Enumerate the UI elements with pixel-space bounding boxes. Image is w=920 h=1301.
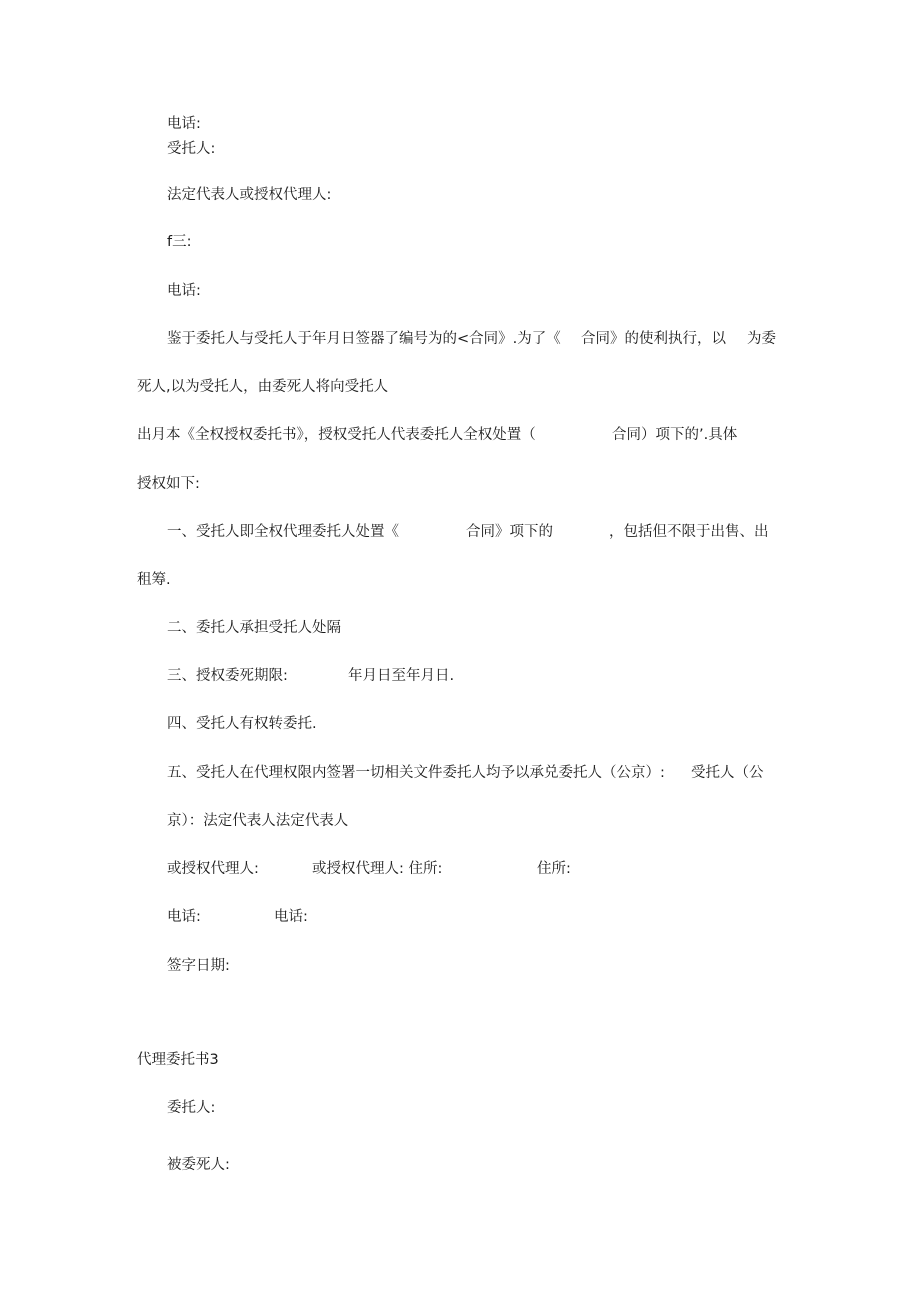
preamble-line1-b: 合同》的使利执行，以 bbox=[581, 331, 726, 347]
clause-5-a: 五、受托人在代理权限内签署一切相关文件委托人均予以承兑委托人（公京）: bbox=[167, 765, 665, 781]
agent-label-b: 或授权代理人: 住所: bbox=[312, 861, 443, 877]
phone-label-2: 电话: bbox=[167, 283, 201, 299]
legal-rep-label: 法定代表人或授权代理人: bbox=[167, 187, 332, 203]
garbled-label: f三: bbox=[167, 234, 192, 250]
clause-3-b: 年月日至年月日. bbox=[348, 668, 455, 684]
phone-label-a: 电话: bbox=[167, 909, 201, 925]
clause-1-c: ，包括但不限于出售、出 bbox=[609, 524, 769, 540]
clause-2: 二、委托人承担受托人处隔 bbox=[167, 620, 341, 636]
preamble-line3-a: 出月本《全权授权委托书》，授权受托人代表委托人全权处置（ bbox=[137, 427, 536, 443]
preamble-line1-c: 为委 bbox=[747, 331, 776, 347]
section-title: 代理委托书3 bbox=[137, 1052, 219, 1068]
preamble-line2: 死人,以为受托人，由委死人将向受托人 bbox=[137, 379, 389, 395]
phone-label-b: 电话: bbox=[274, 909, 308, 925]
principal-label: 委托人: bbox=[167, 1100, 216, 1116]
clause-3-a: 三、授权委死期限: bbox=[167, 668, 288, 684]
trustee-label: 受托人: bbox=[167, 141, 216, 157]
preamble-line1-a: 鉴于委托人与受托人于年月日签器了编号为的<合同》.为了《 bbox=[167, 331, 561, 347]
agent-label: 被委死人: bbox=[167, 1157, 230, 1173]
preamble-line3-b: 合同）项下的’.具体 bbox=[612, 427, 738, 443]
sign-date-label: 签字日期: bbox=[167, 958, 230, 974]
clause-1-b: 合同》项下的 bbox=[466, 524, 553, 540]
agent-label-a: 或授权代理人: bbox=[167, 861, 259, 877]
clause-1-d: 租筹. bbox=[137, 572, 171, 588]
clause-1-a: 一、受托人即全权代理委托人处置《 bbox=[167, 524, 399, 540]
clause-4: 四、受托人有权转委托. bbox=[167, 716, 317, 732]
address-label: 住所: bbox=[537, 861, 571, 877]
phone-label-1: 电话: bbox=[167, 116, 201, 132]
preamble-line4: 授权如下: bbox=[137, 476, 200, 492]
clause-5-c: 京）：法定代表人法定代表人 bbox=[167, 813, 349, 829]
clause-5-b: 受托人（公 bbox=[691, 765, 764, 781]
